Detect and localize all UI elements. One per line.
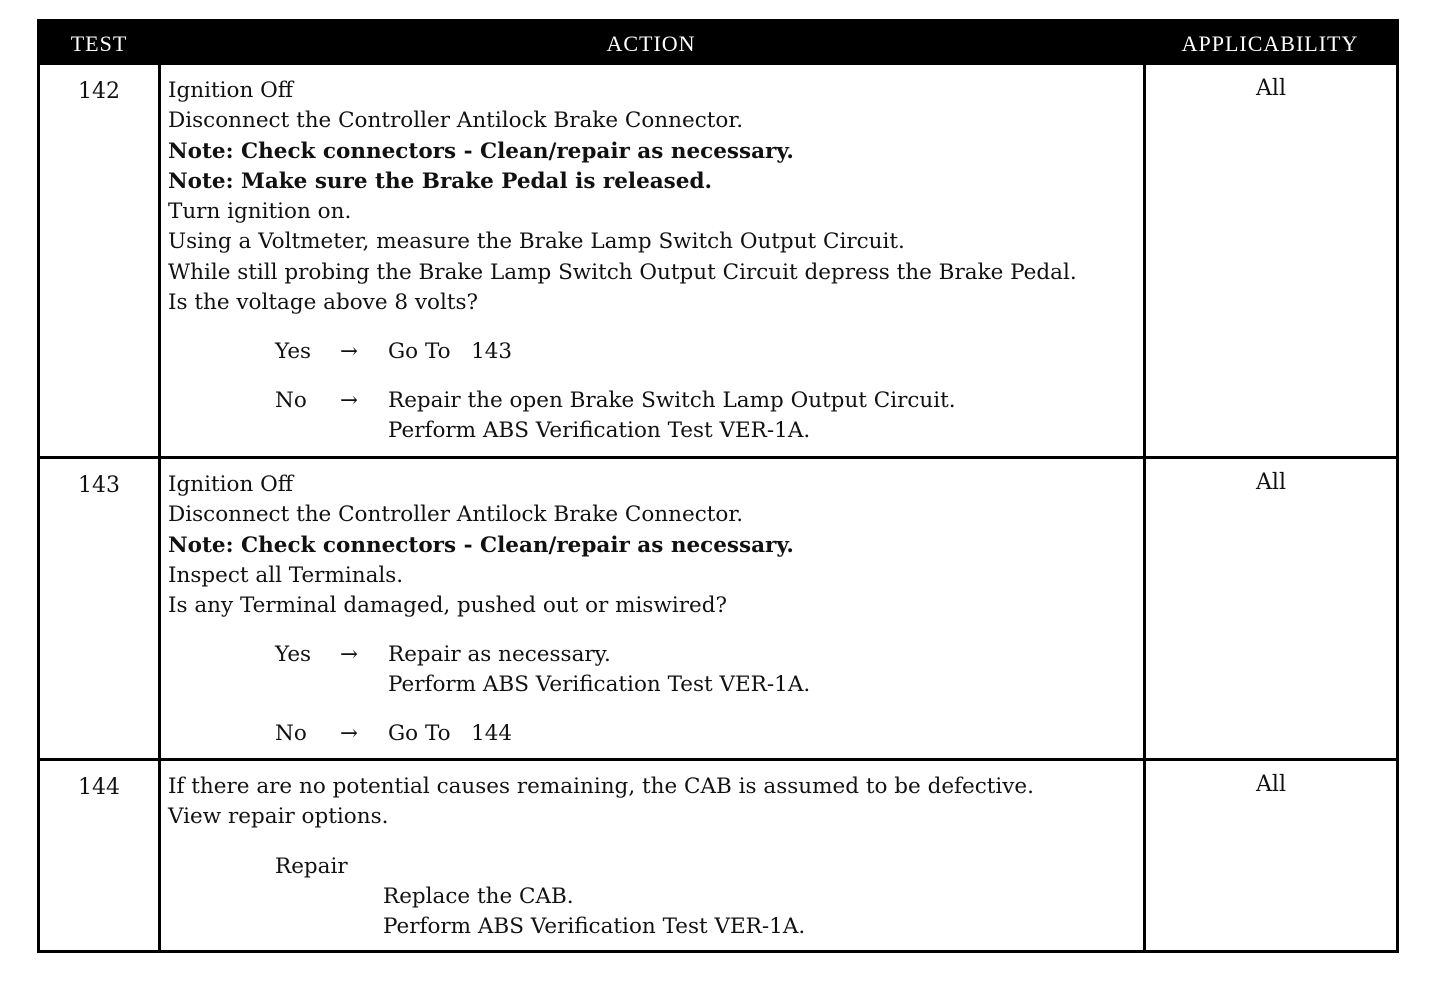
action-line: Disconnect the Controller Antilock Brake Connector. bbox=[168, 502, 744, 528]
repair-item-text: Replace the CAB. bbox=[383, 883, 574, 909]
no-label: No bbox=[275, 388, 307, 414]
repair-item bbox=[168, 912, 1140, 942]
action-line: Turn ignition on. bbox=[168, 199, 352, 225]
note-line: Note: Check connectors - Clean/repair as necessary. bbox=[168, 138, 794, 164]
action-line: If there are no potential causes remaining, the CAB is assumed to be defective. bbox=[168, 774, 1034, 799]
repair-label bbox=[168, 852, 1140, 882]
applicability-value: All bbox=[1256, 772, 1286, 797]
yes-result: Go To 143 bbox=[388, 339, 513, 365]
no-result: Repair the open Brake Switch Lamp Output Circuit. bbox=[388, 388, 956, 414]
repair-label-text: Repair bbox=[275, 853, 348, 879]
no-label: No bbox=[275, 721, 307, 747]
action-line: View repair options. bbox=[168, 804, 389, 830]
no-result-2: Perform ABS Verification Test VER-1A. bbox=[388, 418, 811, 444]
no-choice bbox=[168, 386, 1140, 416]
yes-result-2: Perform ABS Verification Test VER-1A. bbox=[388, 672, 811, 698]
table-row-142 bbox=[40, 65, 1396, 456]
arrow-right-icon: → bbox=[340, 339, 359, 365]
arrow-right-icon: → bbox=[340, 642, 359, 668]
action-cell bbox=[168, 470, 1140, 749]
action-cell bbox=[168, 76, 1140, 446]
no-choice bbox=[168, 719, 1140, 749]
test-number: 144 bbox=[78, 775, 120, 800]
note-line: Note: Check connectors - Clean/repair as necessary. bbox=[168, 532, 794, 558]
diagnostic-table bbox=[37, 19, 1399, 953]
yes-result-continued bbox=[168, 670, 1140, 700]
arrow-right-icon: → bbox=[340, 721, 359, 747]
repair-item bbox=[168, 882, 1140, 912]
header-action: ACTION bbox=[606, 31, 696, 56]
test-number: 143 bbox=[78, 473, 120, 498]
action-line: Ignition Off bbox=[168, 78, 294, 103]
applicability-value: All bbox=[1256, 470, 1286, 495]
no-result: Go To 144 bbox=[388, 721, 513, 747]
table-row-144 bbox=[40, 758, 1396, 950]
action-line: Inspect all Terminals. bbox=[168, 562, 404, 588]
yes-result: Repair as necessary. bbox=[388, 642, 611, 668]
note-line: Note: Make sure the Brake Pedal is released. bbox=[168, 168, 712, 194]
arrow-right-icon: → bbox=[340, 388, 359, 414]
applicability-value: All bbox=[1256, 76, 1286, 101]
header-test: TEST bbox=[70, 31, 128, 56]
action-cell bbox=[168, 772, 1140, 942]
action-line: Ignition Off bbox=[168, 472, 294, 497]
yes-label: Yes bbox=[275, 642, 312, 668]
action-line: Disconnect the Controller Antilock Brake Connector. bbox=[168, 108, 744, 134]
test-number: 142 bbox=[78, 79, 120, 104]
question-line: Is any Terminal damaged, pushed out or miswired? bbox=[168, 593, 728, 619]
table-header bbox=[40, 22, 1396, 65]
question-line: Is the voltage above 8 volts? bbox=[168, 290, 479, 316]
header-applicability: APPLICABILITY bbox=[1181, 31, 1359, 56]
yes-choice bbox=[168, 640, 1140, 670]
yes-choice bbox=[168, 337, 1140, 367]
table-row-143 bbox=[40, 456, 1396, 758]
no-result-continued bbox=[168, 416, 1140, 446]
action-line: Using a Voltmeter, measure the Brake Lamp Switch Output Circuit. bbox=[168, 229, 905, 255]
repair-item-text: Perform ABS Verification Test VER-1A. bbox=[383, 913, 806, 939]
yes-label: Yes bbox=[275, 339, 312, 365]
action-line: While still probing the Brake Lamp Switch Output Circuit depress the Brake Pedal. bbox=[168, 259, 1077, 285]
